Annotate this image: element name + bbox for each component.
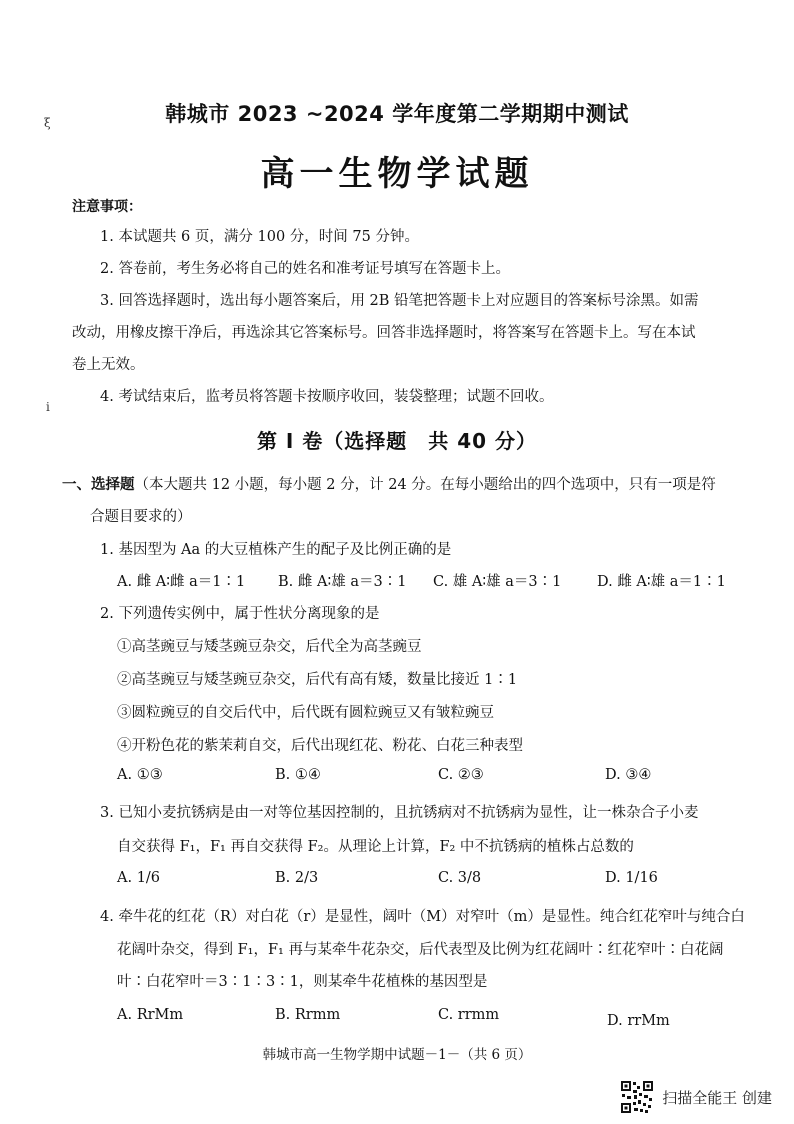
q2-option-d: D. ③④ <box>605 767 652 783</box>
margin-mark: ξ <box>44 116 51 130</box>
q2-statement-1: ①高茎豌豆与矮茎豌豆杂交，后代全为高茎豌豆 <box>117 639 422 655</box>
q4-stem-line2: 花阔叶杂交，得到 F₁，F₁ 再与某牵牛花杂交，后代表型及比例为红花阔叶∶红花窄叶∶白花阔 <box>117 942 724 958</box>
q4-option-a: A. RrMm <box>117 1007 184 1023</box>
scanner-watermark <box>620 1080 772 1114</box>
q3-option-b: B. 2/3 <box>275 870 319 886</box>
watermark-text: 扫描全能王 创建 <box>662 1088 772 1107</box>
notice-item-3-line1: 3. 回答选择题时，选出每小题答案后，用 2B 铅笔把答题卡上对应题目的答案标号涂黑。如需 <box>100 293 699 309</box>
q2-statement-4: ④开粉色花的紫茉莉自交，后代出现红花、粉花、白花三种表型 <box>117 738 523 754</box>
notice-item-4: 4. 考试结束后，监考员将答题卡按顺序收回，装袋整理；试题不回收。 <box>100 389 554 405</box>
notice-item-3-line2: 改动，用橡皮擦干净后，再选涂其它答案标号。回答非选择题时，将答案写在答题卡上。写在本试 <box>72 325 696 341</box>
q2-stem: 2. 下列遗传实例中，属于性状分离现象的是 <box>100 606 380 622</box>
margin-mark: ⅰ <box>46 400 50 414</box>
q2-statement-2: ②高茎豌豆与矮茎豌豆杂交，后代有高有矮，数量比接近 1∶1 <box>117 672 518 688</box>
q3-option-a: A. 1/6 <box>117 870 161 886</box>
q3-stem-line1: 3. 已知小麦抗锈病是由一对等位基因控制的，且抗锈病对不抗锈病为显性，让一株杂合子小麦 <box>100 805 699 821</box>
notice-item-3-line3: 卷上无效。 <box>72 357 145 373</box>
q4-option-b: B. Rrmm <box>275 1007 341 1023</box>
q1-stem: 1. 基因型为 Aa 的大豆植株产生的配子及比例正确的是 <box>100 542 452 558</box>
q3-option-d: D. 1/16 <box>605 870 658 886</box>
notice-item-1: 1. 本试题共 6 页，满分 100 分，时间 75 分钟。 <box>100 229 419 245</box>
exam-subtitle: 高一生物学试题 <box>260 154 534 194</box>
q1-option-a: A. 雌 A∶雌 a＝1∶1 <box>117 574 246 590</box>
q4-option-c: C. rrmm <box>438 1007 500 1023</box>
notice-item-2: 2. 答卷前，考生务必将自己的姓名和准考证号填写在答题卡上。 <box>100 261 510 277</box>
q1-option-c: C. 雄 A∶雄 a＝3∶1 <box>433 574 562 590</box>
q2-statement-3: ③圆粒豌豆的自交后代中，后代既有圆粒豌豆又有皱粒豌豆 <box>117 705 494 721</box>
page-footer: 韩城市高一生物学期中试题－1－（共 6 页） <box>262 1047 532 1063</box>
q2-option-c: C. ②③ <box>438 767 484 783</box>
section-heading: 第 I 卷（选择题 共 40 分） <box>256 429 538 453</box>
q4-stem-line3: 叶∶白花窄叶＝3∶1∶3∶1，则某牵牛花植株的基因型是 <box>117 974 488 990</box>
q4-option-d: D. rrMm <box>607 1013 670 1029</box>
q3-option-c: C. 3/8 <box>438 870 482 886</box>
q1-option-b: B. 雌 A∶雄 a＝3∶1 <box>278 574 407 590</box>
q3-stem-line2: 自交获得 F₁，F₁ 再自交获得 F₂。从理论上计算，F₂ 中不抗锈病的植株占总数的 <box>117 839 634 855</box>
notice-heading: 注意事项： <box>72 199 142 215</box>
q2-option-b: B. ①④ <box>275 767 321 783</box>
part-intro-line2: 合题目要求的） <box>90 509 192 525</box>
qr-code-icon <box>620 1080 654 1114</box>
q4-stem-line1: 4. 牵牛花的红花（R）对白花（r）是显性，阔叶（M）对窄叶（m）是显性。纯合红花窄叶与纯合白 <box>100 909 745 925</box>
q2-option-a: A. ①③ <box>117 767 163 783</box>
exam-title: 韩城市 2023 ~2024 学年度第二学期期中测试 <box>165 102 629 126</box>
part-label: 一、选择题 <box>62 477 135 493</box>
part-description: （本大题共 12 小题，每小题 2 分，计 24 分。在每小题给出的四个选项中，只有一项是符 <box>134 477 716 493</box>
part-intro-line1 <box>62 473 716 494</box>
q1-option-d: D. 雌 A∶雄 a＝1∶1 <box>597 574 726 590</box>
